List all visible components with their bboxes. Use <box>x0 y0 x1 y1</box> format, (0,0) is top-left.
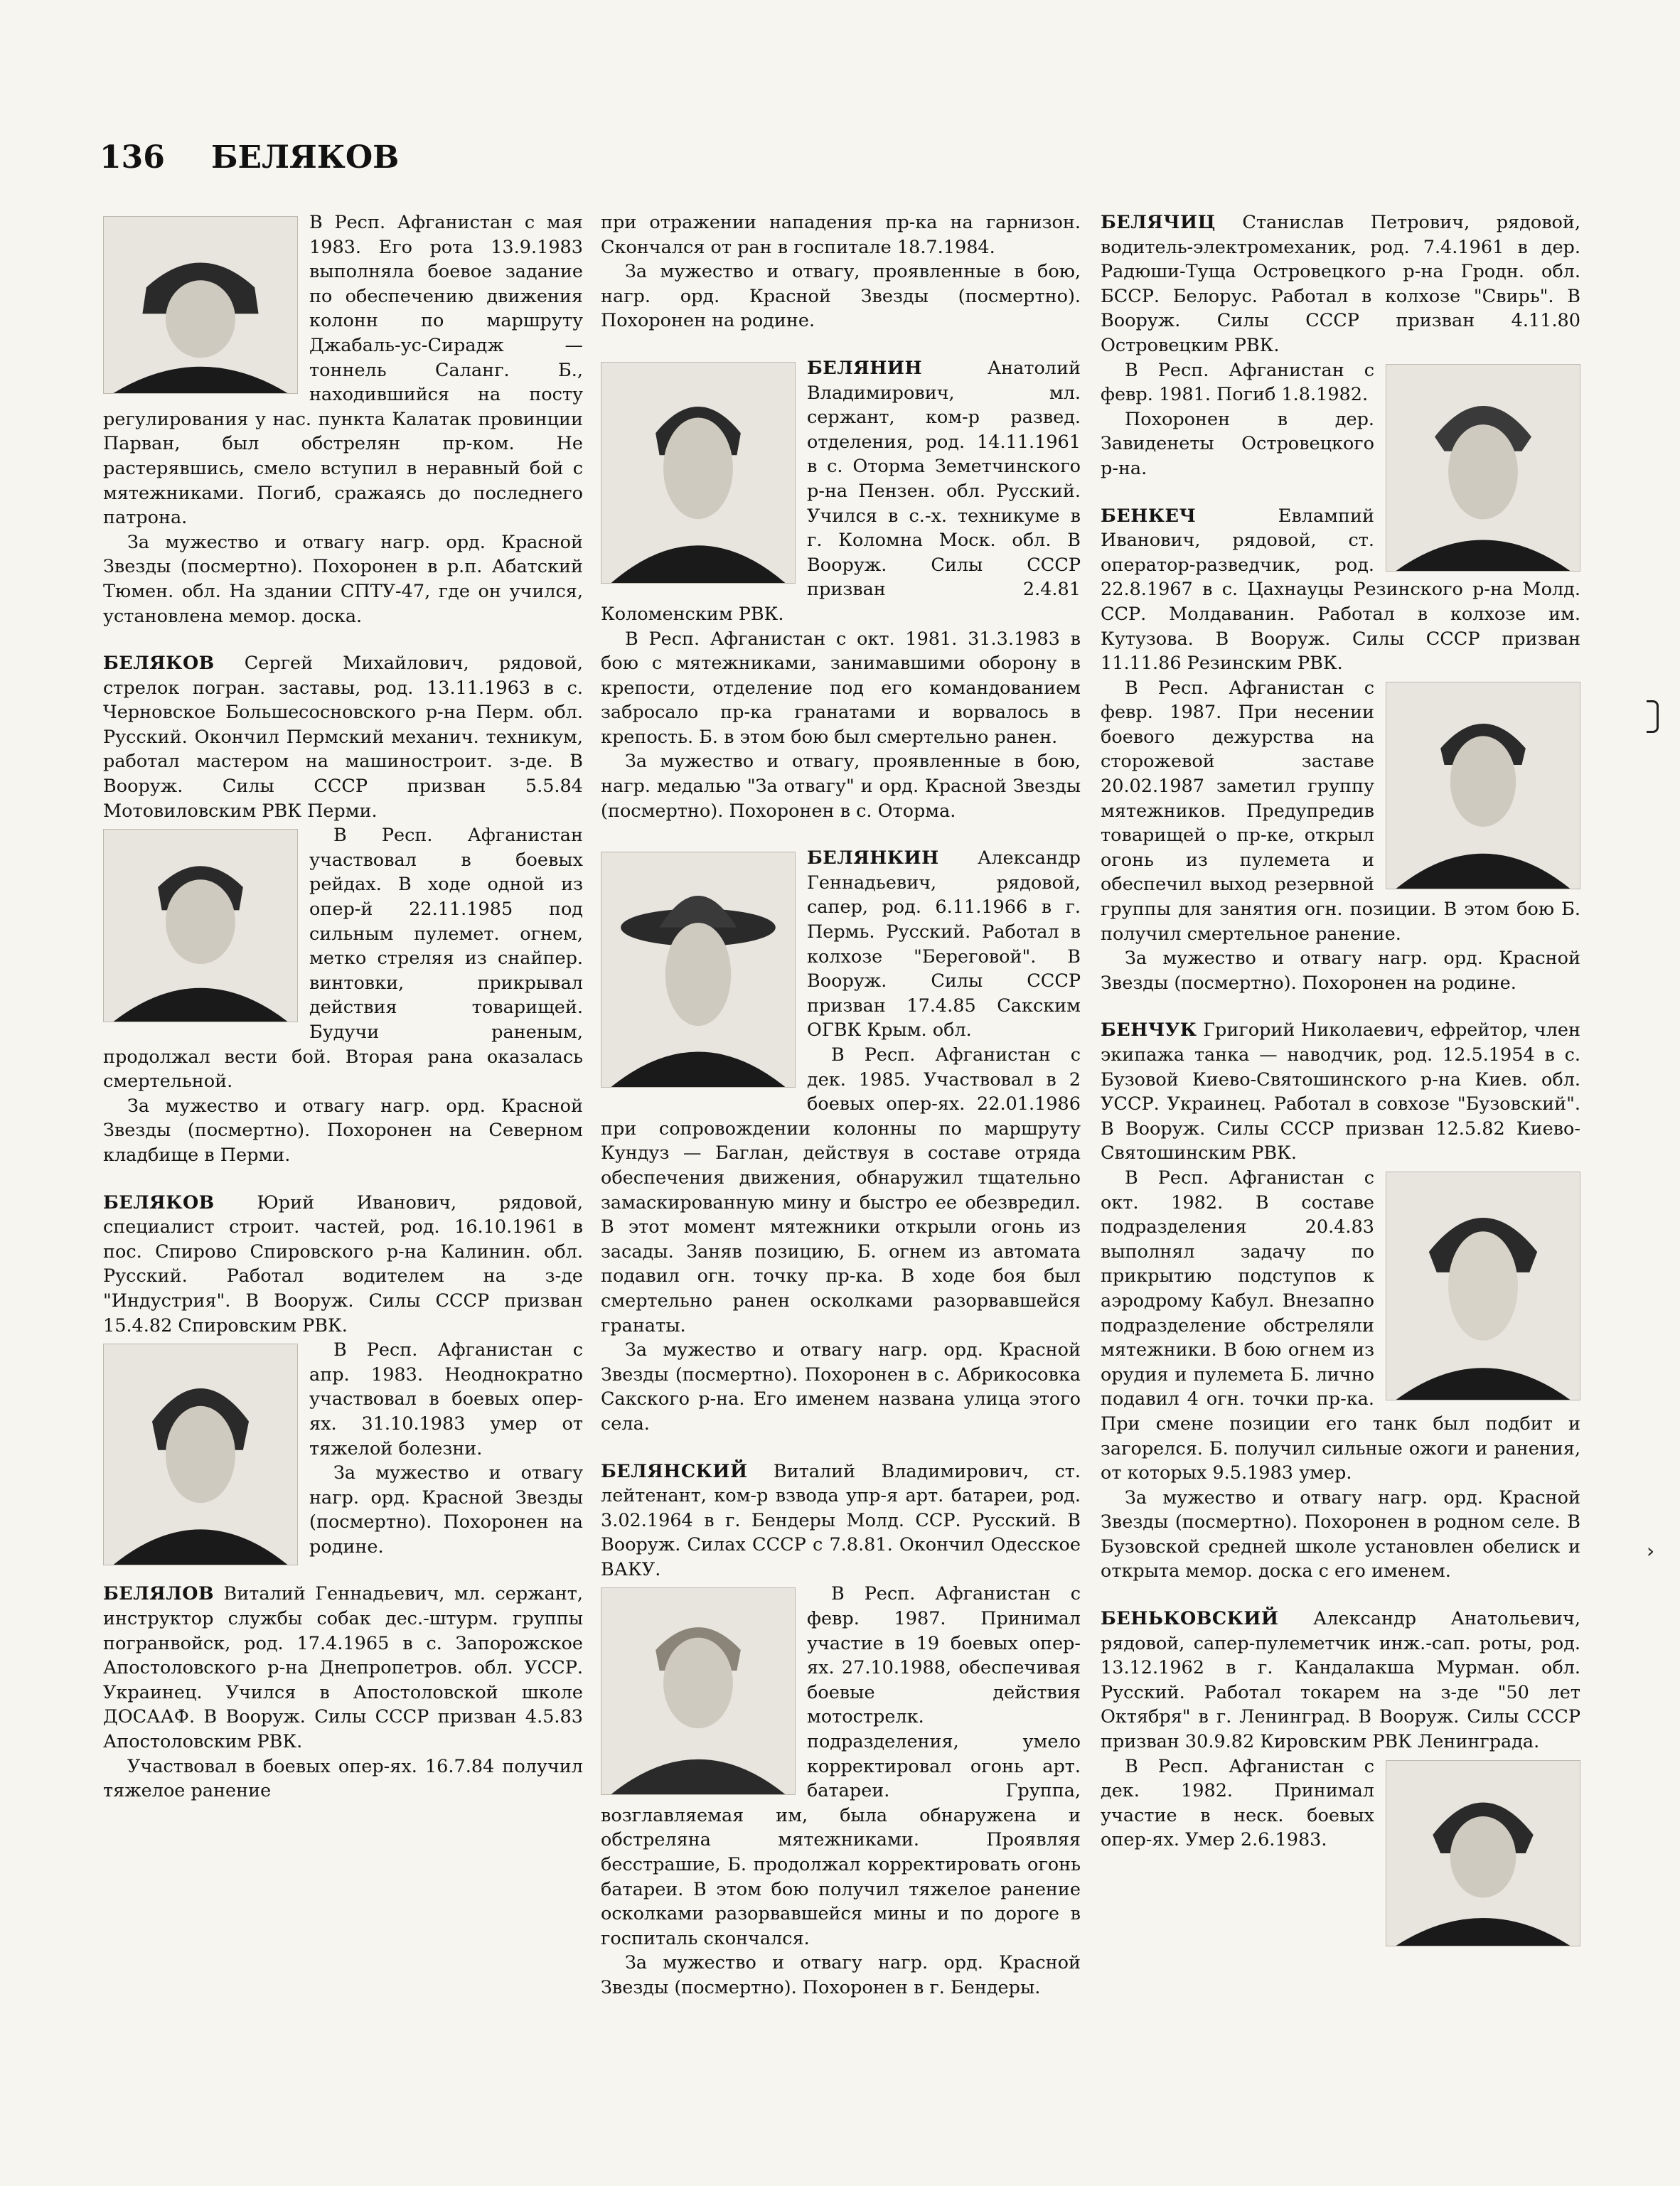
entry-beliakov-yuri <box>103 1191 583 1560</box>
text-paragraph: В Респ. Афганистан с февр. 1981. Погиб 1.8.1982. <box>1101 359 1374 406</box>
text-paragraph: В Респ. Афганистан с апр. 1983. Неоднократно участвовал в боевых опер-ях. 31.10.1983 умер от тяжелой болезни. <box>309 1339 583 1459</box>
text-paragraph: В Респ. Афганистан с окт. 1982. В составе подразделения 20.4.83 выполнял задачу по прикрытию подступов к аэродрому Кабул. Внезапно подразделение обстреляли мятежники. В бою огнем из орудия и пулемета Б. лично подавил 4 огн. точки пр-ка. При смене позиции его танк был подбит и загорелся. Б. получил сильные ожоги и ранения, от которых 9.5.1983 умер. <box>1101 1167 1580 1484</box>
text-paragraph: Виталий Владимирович, ст. лейтенант, ком-р взвода упр-я арт. батареи, род. 3.02.1964 в г. Бендеры Молд. ССР. Русский. В Вооруж. Силах СССР с 7.8.81. Окончил Одесское ВАКУ. <box>601 1460 1081 1580</box>
entry-belialov <box>103 1582 583 1803</box>
portrait-photo <box>103 216 298 394</box>
text-paragraph: Похоронен в дер. Завиденеты Островецкого р-на. <box>1101 408 1374 479</box>
page-edge-marker <box>1647 700 1659 733</box>
text-paragraph: при отражении нападения пр-ка на гарнизон. Скончался от ран в госпитале 18.7.1984. <box>601 212 1081 258</box>
portrait-photo <box>601 362 796 584</box>
portrait-photo <box>103 829 298 1022</box>
entry-benkech <box>1101 504 1580 996</box>
text-paragraph: Александр Анатольевич, рядовой, сапер-пулеметчик инж.-сап. роты, род. 13.12.1962 в г. Кандалакша Мурман. обл. Русский. Работал токарем на з-де "50 лет Октября" в г. Ленинград. В Вооруж. Силы СССР призван 30.9.82 Кировским РВК Ленинграда. <box>1101 1608 1581 1753</box>
text-paragraph: В Респ. Афганистан с дек. 1982. Принимал участие в неск. боевых опер-ях. Умер 2.6.1983. <box>1101 1755 1374 1851</box>
text-paragraph: За мужество и отвагу нагр. орд. Красной Звезды (посмертно). Похоронен в родном селе. В Бузовской средней школе установлен обелиск и открыта мемор. доска с его именем. <box>1101 1486 1580 1582</box>
text-paragraph: В Респ. Афганистан с окт. 1981. 31.3.1983 в бою с мятежниками, занимавшими оборону в крепости, отделение под его командованием забросало пр-ка гранатами и ворвалось в крепость. Б. в этом бою был смертельно ранен. <box>601 628 1081 748</box>
text-paragraph: За мужество и отвагу, проявленные в бою, нагр. медалью "За отвагу" и орд. Красной Звезды (посмертно). Похоронен в с. Оторма. <box>601 751 1081 822</box>
column-2 <box>601 210 1081 2023</box>
portrait-photo <box>1386 364 1580 572</box>
entry-belialov-continued <box>601 210 1081 333</box>
portrait-photo <box>1386 682 1580 889</box>
text-paragraph: Участвовал в боевых опер-ях. 16.7.84 получил тяжелое ранение <box>103 1755 583 1802</box>
text-paragraph: За мужество и отвагу нагр. орд. Красной Звезды (посмертно). Похоронен в г. Бендеры. <box>601 1952 1081 1998</box>
text-paragraph: За мужество и отвагу нагр. орд. Красной Звезды (посмертно). Похоронен на Северном кладбище в Перми. <box>103 1095 583 1166</box>
entry-name: БЕЛЯНИН <box>807 357 923 379</box>
edge-arrow-icon: › <box>1647 1539 1655 1563</box>
portrait-photo <box>601 1587 796 1795</box>
text-paragraph: В Респ. Афганистан с февр. 1987. При несении боевого дежурства на сторожевой заставе 20.02.1987 заметил группу мятежников. Предупредив товарищей о пр-ке, открыл огонь из пулемета и обеспечил выход резервной группы для занятия огн. позиции. В этом бою Б. получил смертельное ранение. <box>1101 677 1580 945</box>
entry-beliachits <box>1101 210 1580 481</box>
text-paragraph: Григорий Николаевич, ефрейтор, член экипажа танка — наводчик, род. 12.5.1954 в с. Бузовой Киево-Святошинского р-на Киев. обл. УССР. Украинец. Работал в совхозе "Бузовский". В Вооруж. Силы СССР призван 12.5.82 Киево-Святошинским РВК. <box>1101 1019 1581 1164</box>
text-paragraph: В Респ. Афганистан с февр. 1987. Принимал участие в 19 боевых опер-ях. 27.10.1988, обеспечивая боевые действия мотострелк. подразделения, умело корректировал огонь арт. батареи. Группа, возглавляемая им, была обнаружена и обстреляна мятежниками. Проявляя бесстрашие, Б. продолжал корректировать огонь батареи. В этом бою получил тяжелое ранение осколками разорвавшейся мины и по дороге в госпиталь скончался. <box>601 1583 1081 1949</box>
entry-beliakov-continued <box>103 210 583 628</box>
text-paragraph: Станислав Петрович, рядовой, водитель-электромеханик, род. 7.4.1961 в дер. Радюши-Туща Островецкого р-на Гродн. обл. БССР. Белорус. Работал в колхозе "Свирь". В Вооруж. Силы СССР призван 4.11.80 Островецким РВК. <box>1101 212 1581 356</box>
text-paragraph: За мужество и отвагу нагр. орд. Красной Звезды (посмертно). Похоронен в с. Абрикосовка Сакского р-на. Его именем названа улица этого села. <box>601 1339 1081 1435</box>
entry-beliansky <box>601 1459 1081 2000</box>
column-1 <box>103 210 583 1826</box>
page-number: 136 <box>100 139 165 176</box>
text-paragraph: За мужество и отвагу, проявленные в бою, нагр. орд. Красной Звезды (посмертно). Похоронен на родине. <box>601 261 1081 332</box>
entry-name: БЕЛЯНСКИЙ <box>601 1460 748 1482</box>
column-3 <box>1101 210 1580 1951</box>
entry-beliakov-sergei <box>103 651 583 1167</box>
text-paragraph: За мужество и отвагу нагр. орд. Красной Звезды (посмертно). Похоронен на родине. <box>1101 948 1580 994</box>
entry-name: БЕНЬКОВСКИЙ <box>1101 1608 1279 1630</box>
entry-name: БЕЛЯНКИН <box>807 847 939 869</box>
entry-name: БЕЛЯКОВ <box>103 653 215 675</box>
text-paragraph: Евлампий Иванович, рядовой, ст. оператор-разведчик, род. 22.8.1967 в с. Цахнауцы Резинского р-на Молд. ССР. Молдаванин. Работал в колхозе им. Кутузова. В Вооруж. Силы СССР призван 11.11.86 Резинским РВК. <box>1101 505 1580 675</box>
text-paragraph: В Респ. Афганистан с дек. 1985. Участвовал в 2 боевых опер-ях. 22.01.1986 при сопровождении колонны по маршруту Кундуз — Баглан, действуя в составе отряда обеспечения движения, обнаружил тщательно замаскированную мину и быстро ее обезвредил. В этот момент мятежники открыли огонь из засады. Заняв позицию, Б. огнем из автомата подавил огн. точку пр-ка. В ходе боя был смертельно ранен осколками разорвавшейся гранаты. <box>601 1044 1081 1336</box>
text-paragraph: Юрий Иванович, рядовой, специалист строит. частей, род. 16.10.1961 в пос. Спирово Спировского р-на Калинин. обл. Русский. Работал водителем на з-де "Индустрия". В Вооруж. Силы СССР призван 15.4.82 Спировским РВК. <box>103 1191 583 1336</box>
text-paragraph: Виталий Геннадьевич, мл. сержант, инструктор службы собак дес.-штурм. группы погранвойск, род. 17.4.1965 в с. Запорожское Апостоловского р-на Днепропетров. обл. УССР. Украинец. Учился в Апостоловской школе ДОСААФ. В Вооруж. Силы СССР призван 4.5.83 Апостоловским РВК. <box>103 1583 584 1753</box>
text-paragraph: В Респ. Афганистан участвовал в боевых рейдах. В ходе одной из опер-й 22.11.1985 под сильным пулемет. огнем, метко стреляя из снайпер. винтовки, прикрывал действия товарищей. Будучи раненым, продолжал вести бой. Вторая рана оказалась смертельной. <box>103 825 583 1093</box>
text-paragraph: Анатолий Владимирович, мл. сержант, ком-р развед. отделения, род. 14.11.1961 в с. Оторма Земетчинского р-на Пензен. обл. Русский. Учился в с.-х. техникуме в г. Коломна Моск. обл. В Вооруж. Силы СССР призван 2.4.81 Коломенским РВК. <box>601 357 1081 625</box>
entry-benkovsky <box>1101 1607 1580 1853</box>
entry-name: БЕНЧУК <box>1101 1019 1197 1041</box>
entry-name: БЕНКЕЧ <box>1101 505 1197 527</box>
portrait-photo <box>1386 1760 1580 1946</box>
text-paragraph: За мужество и отвагу нагр. орд. Красной Звезды (посмертно). Похоронен на родине. <box>309 1462 583 1558</box>
entry-beliankin <box>601 846 1081 1436</box>
entry-belianin <box>601 356 1081 823</box>
text-paragraph: Сергей Михайлович, рядовой, стрелок погран. заставы, род. 13.11.1963 в с. Черновское Большесосновского р-на Перм. обл. Русский. Окончил Пермский механич. техникум, работал мастером на машиностроит. з-де. В Вооруж. Силы СССР призван 5.5.84 Мотовиловским РВК Перми. <box>103 653 583 822</box>
text-paragraph: В Респ. Афганистан с мая 1983. Его рота 13.9.1983 выполняла боевое задание по обеспечению движения колонн по маршруту Джабаль-ус-Сирадж — тоннель Саланг. Б., находившийся на посту регулирования у нас. пункта Калатак провинции Парван, был обстрелян пр-ком. Не растерявшись, смело вступил в неравный бой с мятежниками. Погиб, сражаясь до последнего патрона. <box>103 212 583 529</box>
entry-benchuk <box>1101 1018 1580 1584</box>
running-title: БЕЛЯКОВ <box>210 139 400 176</box>
text-paragraph: Александр Геннадьевич, рядовой, сапер, род. 6.11.1966 в г. Пермь. Русский. Работал в колхозе "Береговой". В Вооруж. Силы СССР призван 17.4.85 Сакским ОГВК Крым. обл. <box>807 847 1081 1041</box>
portrait-photo <box>103 1344 298 1565</box>
portrait-photo <box>601 852 796 1088</box>
page-header <box>100 139 399 189</box>
entry-name: БЕЛЯКОВ <box>103 1191 215 1213</box>
entry-name: БЕЛЯЧИЦ <box>1101 212 1216 233</box>
text-paragraph: За мужество и отвагу нагр. орд. Красной Звезды (посмертно). Похоронен в р.п. Абатский Тюмен. обл. На здании СПТУ-47, где он учился, установлена мемор. доска. <box>103 531 583 627</box>
portrait-photo <box>1386 1172 1580 1400</box>
entry-name: БЕЛЯЛОВ <box>103 1583 215 1605</box>
